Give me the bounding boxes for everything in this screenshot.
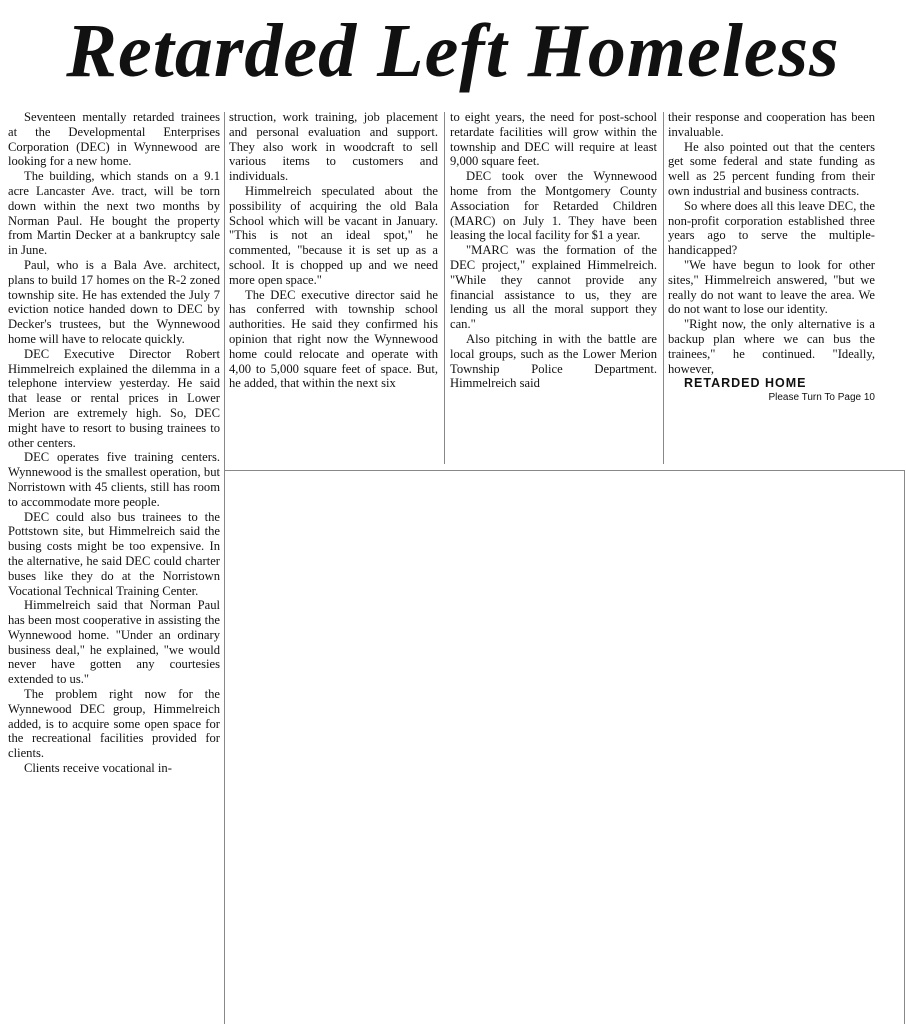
paragraph: DEC could also bus trainees to the Pottstown site, but Himmelreich said the busing costs might be too expensive. In the alternative, he said DEC could charter buses like they do at the Norristown Vocational Technical Training Center. xyxy=(8,509,220,598)
article-column-3 xyxy=(450,110,657,391)
paragraph: The DEC executive director said he has conferred with township school authorities. He said they confirmed his opinion that right now the Wynnewood home could relocate and operate with 4,00 to 5,000 square feet of space. But, he added, that within the next six xyxy=(229,287,438,391)
paragraph: DEC operates five training centers. Wynnewood is the smallest operation, but Norristown with 45 clients, still has room to accommodate more people. xyxy=(8,450,220,509)
paragraph: Paul, who is a Bala Ave. architect, plans to build 17 homes on the R-2 zoned township site. He has extended the July 7 eviction notice handed down to DEC by Decker's trustees, but the Wynnewood home will have to relocate quickly. xyxy=(8,257,220,346)
paragraph: Seventeen mentally retarded trainees at the Developmental Enterprises Corporation (DEC) in Wynnewood are looking for a new home. xyxy=(8,110,220,169)
article-column-1 xyxy=(8,110,220,776)
jump-line: Please Turn To Page 10 xyxy=(768,392,875,404)
paragraph: The problem right now for the Wynnewood DEC group, Himmelreich added, is to acquire some open space for the recreational facilities provided for clients. xyxy=(8,687,220,761)
paragraph: to eight years, the need for post-school retardate facilities will grow within the township and DEC will require at least 9,000 square feet. xyxy=(450,110,657,169)
paragraph: Himmelreich said that Norman Paul has been most cooperative in assisting the Wynnewood home. "Under an ordinary business deal," he explained, "we would never have gotten any courtesies extended to us." xyxy=(8,598,220,687)
paragraph: The building, which stands on a 9.1 acre Lancaster Ave. tract, will be torn down within the next two months by Norman Paul. He bought the property from Martin Decker at a bankruptcy sale in June. xyxy=(8,169,220,258)
column-rule xyxy=(663,112,664,464)
column-rule xyxy=(444,112,445,464)
article-column-4 xyxy=(668,110,875,406)
paragraph: "MARC was the formation of the DEC project," explained Himmelreich. "While they cannot provide any financial assistance to us, they are lending us all the moral support they can." xyxy=(450,243,657,332)
paragraph: DEC took over the Wynnewood home from the Montgomery County Association for Retarded Children (MARC) on July 1. They have been leasing the local facility for $1 a year. xyxy=(450,169,657,243)
article-rule xyxy=(224,470,905,471)
article-column-2 xyxy=(229,110,438,391)
paragraph: He also pointed out that the centers get some federal and state funding as well as 25 percent funding from their own industrial and business contracts. xyxy=(668,139,875,198)
headline: Retarded Left Homeless xyxy=(66,9,840,93)
paragraph: So where does all this leave DEC, the non-profit corporation established three years ago to serve the multiple-handicapped? xyxy=(668,198,875,258)
column-rule xyxy=(224,112,225,1024)
paragraph: DEC Executive Director Robert Himmelreich explained the dilemma in a telephone interview yesterday. He said that lease or rental prices in Lower Merion are extremely high. So, DEC might have to resort to busing trainees to other centers. xyxy=(8,346,220,450)
paragraph: "We have begun to look for other sites," Himmelreich answered, "but we really do not want to leave the area. We do not want to lose our identity. xyxy=(668,257,875,317)
paragraph: Also pitching in with the battle are local groups, such as the Lower Merion Township Police Department. Himmelreich said xyxy=(450,331,657,391)
jump-headline: RETARDED HOME xyxy=(684,376,807,391)
paragraph: struction, work training, job placement and personal evaluation and support. They also work in woodcraft to sell various items to customers and individuals. xyxy=(229,110,438,184)
column-rule xyxy=(904,470,905,1024)
paragraph: Himmelreich speculated about the possibility of acquiring the old Bala School which will be vacant in January. "This is not an ideal spot," he commented, "because it is set up as a school. It is chopped up and we need more open space." xyxy=(229,183,438,287)
paragraph: Clients receive vocational in- xyxy=(24,761,172,776)
paragraph: "Right now, the only alternative is a backup plan where we can bus the trainees," he continued. "Ideally, however, xyxy=(668,317,875,376)
paragraph: their response and cooperation has been invaluable. xyxy=(668,110,875,139)
